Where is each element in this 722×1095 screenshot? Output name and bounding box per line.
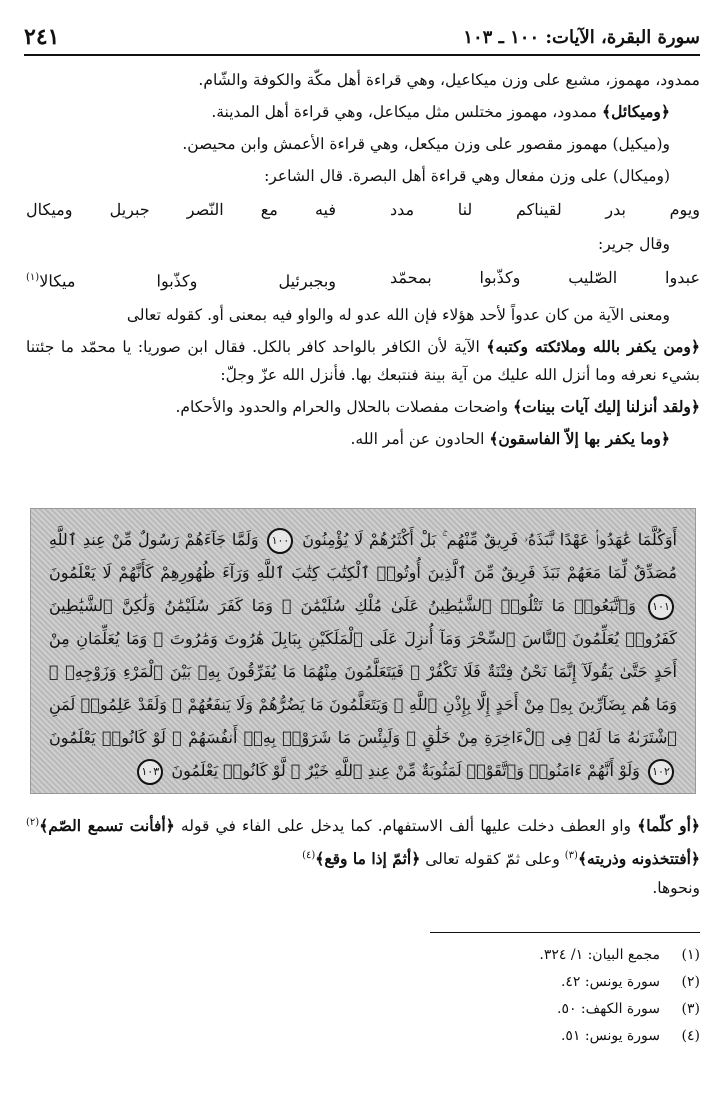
quoted-verse: ﴿أفتتخذونه وذريته﴾ (577, 849, 700, 869)
paragraph: ونحوها. (652, 879, 700, 898)
running-title: سورة البقرة، الآيات: ١٠٠ ـ ١٠٣ (463, 26, 700, 48)
verse-text: وَٱتَّبَعُوا۟ مَا تَتْلُوا۟ ٱلشَّيَٰطِينُ عَلَىٰ مُلْكِ سُلَيْمَٰنَ ۖ وَمَا كَفَرَ سُلَيْمَٰنُ وَلَٰكِنَّ ٱلشَّيَٰطِينَ كَفَرُوا۟ يُعَلِّمُونَ ٱلنَّاسَ ٱلسِّحْرَ وَمَآ أُنزِلَ عَلَى ٱلْمَلَكَيْنِ بِبَابِلَ هَٰرُوتَ وَمَٰرُوتَ ۚ وَمَا يُعَلِّمَانِ مِنْ أَحَدٍ حَتَّىٰ يَقُولَآ إِنَّمَا نَحْنُ فِتْنَةٌ فَلَا تَكْفُرْ ۖ فَيَتَعَلَّمُونَ مِنْهُمَا مَا يُفَرِّقُونَ بِهِۦ بَيْنَ ٱلْمَرْءِ وَزَوْجِهِۦ ۚ وَمَا هُم بِضَآرِّينَ بِهِۦ مِنْ أَحَدٍ إِلَّا بِإِذْنِ ٱللَّهِ ۚ وَيَتَعَلَّمُونَ مَا يَضُرُّهُمْ وَلَا يَنفَعُهُمْ ۚ وَلَقَدْ عَلِمُوا۟ لَمَنِ ٱشْتَرَىٰهُ مَا لَهُۥ فِى ٱلْءَاخِرَةِ مِنْ خَلَٰقٍ ۚ وَلَبِئْسَ مَا شَرَوْا۟ بِهِۦٓ أَنفُسَهُمْ ۚ لَوْ كَانُوا۟ يَعْلَمُونَ (49, 596, 678, 747)
quoted-verse: ﴿أو كلّما﴾ (637, 816, 700, 836)
poem-verse (26, 264, 700, 295)
footnote-number: (٢) (681, 974, 700, 990)
quoted-verse: ﴿ولقد أنزلنا إليك آيات بينات﴾ (513, 397, 700, 417)
verse-number-marker: ١٠٣ (137, 759, 163, 785)
footnote-divider (430, 932, 700, 933)
quoted-reading: ﴿وميكائل﴾ (602, 102, 670, 121)
paragraph: و(ميكيل) مهموز مقصور على وزن ميكعل، وهي قراءة الأعمش وابن محيصن. (182, 135, 670, 153)
poem-hemistich-second: فيه مع النّصر جبريل وميكال (26, 200, 337, 219)
footnote-ref: (١) (26, 272, 40, 283)
paragraph (26, 393, 700, 421)
footnote-ref: (٢) (26, 817, 40, 828)
footnote-number: (٤) (681, 1028, 700, 1044)
quoted-verse: ﴿أثمّ إذا ما وقع﴾ (315, 849, 421, 869)
poem-hemistich-first: ويوم بدر لقيناكم لنا مدد (389, 200, 700, 219)
paragraph-text: واضحات مفصلات بالحلال والحرام والحدود والأحكام. (175, 398, 514, 417)
quran-verses-box (30, 508, 696, 794)
footnote (380, 1023, 700, 1050)
footnote-ref: (٤) (302, 850, 316, 862)
poem-hemistich-first: عبدوا الصّليب وكذّبوا بمحمّد (389, 268, 700, 287)
paragraph-text: واو العطف دخلت عليها ألف الاستفهام. كما يدخل على الفاء في قوله (180, 817, 638, 836)
paragraph: ممدود، مهموز، مشبع على وزن ميكاعيل، وهي قراءة أهل مكّة والكوفة والشّام. (198, 71, 700, 89)
verse-number-marker: ١٠٠ (267, 528, 293, 554)
poem-verse (26, 196, 700, 224)
explanation-text (26, 808, 700, 903)
footnote-ref: (٣) (564, 850, 578, 862)
quoted-verse: ﴿وما يكفر بها إلاّ الفاسقون﴾ (489, 429, 670, 449)
verse-text: أَوَكُلَّمَا عَٰهَدُوا۟ عَهْدًا نَّبَذَهُۥ فَرِيقٌ مِّنْهُم ۚ بَلْ أَكْثَرُهُمْ لَا يُؤْمِنُونَ (302, 530, 677, 549)
footnote-number: (١) (681, 947, 700, 963)
verse-text: وَلَمَّا جَآءَهُمْ رَسُولٌ مِّنْ عِندِ ٱللَّهِ مُصَدِّقٌ لِّمَا مَعَهُمْ نَبَذَ فَرِيقٌ مِّنَ ٱلَّذِينَ أُوتُوا۟ ٱلْكِتَٰبَ كِتَٰبَ ٱللَّهِ وَرَآءَ ظُهُورِهِمْ كَأَنَّهُمْ لَا يَعْلَمُونَ (49, 530, 678, 582)
commentary-text (26, 66, 700, 457)
footnote-text: سورة الكهف: ٥٠. (556, 1001, 660, 1017)
paragraph (26, 808, 700, 874)
paragraph-text: الآية لأن الكافر بالواحد كافر بالكل. فقال ابن صوريا: يا محمّد ما جئتنا بشيء نعرفه وما أنزل الله عليك من آية بينة فنتبعك بها. فأنزل الله عزّ وجلّ: (26, 338, 700, 385)
footnote-text: سورة يونس: ٥١. (560, 1028, 660, 1044)
verse-number-marker: ١٠١ (648, 594, 674, 620)
footnote-text: مجمع البيان: ١/ ٣٢٤. (539, 947, 660, 963)
verse-number-marker: ١٠٢ (648, 759, 674, 785)
poem-hemistich-second (26, 264, 336, 295)
paragraph-text: ممدود، مهموز مختلس مثل ميكاعل، وهي قراءة أهل المدينة. (211, 103, 603, 121)
footnotes (380, 942, 700, 1050)
footnote (380, 969, 700, 996)
footnote-text: سورة يونس: ٤٢. (560, 974, 660, 990)
page-number: ٢٤١ (24, 24, 60, 50)
paragraph: وقال جرير: (597, 235, 670, 253)
footnote-number: (٣) (681, 1001, 700, 1017)
paragraph (26, 98, 700, 126)
footnote (380, 996, 700, 1023)
paragraph (26, 425, 700, 453)
paragraph: (وميكال) على وزن مفعال وهي قراءة أهل البصرة. قال الشاعر: (264, 167, 670, 185)
quoted-verse: ﴿أفأنت تسمع الصّم﴾ (39, 816, 175, 836)
paragraph: ومعنى الآية من كان عدواً لأحد هؤلاء فإن الله عدو له والواو فيه بمعنى أو. كقوله تعالى (126, 306, 670, 325)
hemistich-text: وبجبرئيل وكذّبوا ميكالا (39, 271, 337, 291)
page-header (24, 20, 700, 56)
quoted-verse: ﴿ومن يكفر بالله وملائكته وكتبه﴾ (486, 337, 700, 357)
verse-text: وَلَوْ أَنَّهُمْ ءَامَنُوا۟ وَٱتَّقَوْا۟ لَمَثُوبَةٌ مِّنْ عِندِ ٱللَّهِ خَيْرٌ ۖ لَّوْ كَانُوا۟ يَعْلَمُونَ (171, 761, 640, 780)
footnote (380, 942, 700, 969)
paragraph-text: وعلى ثمّ كقوله تعالى (420, 850, 565, 869)
paragraph (26, 333, 700, 389)
paragraph-text: الحادون عن أمر الله. (350, 430, 490, 449)
